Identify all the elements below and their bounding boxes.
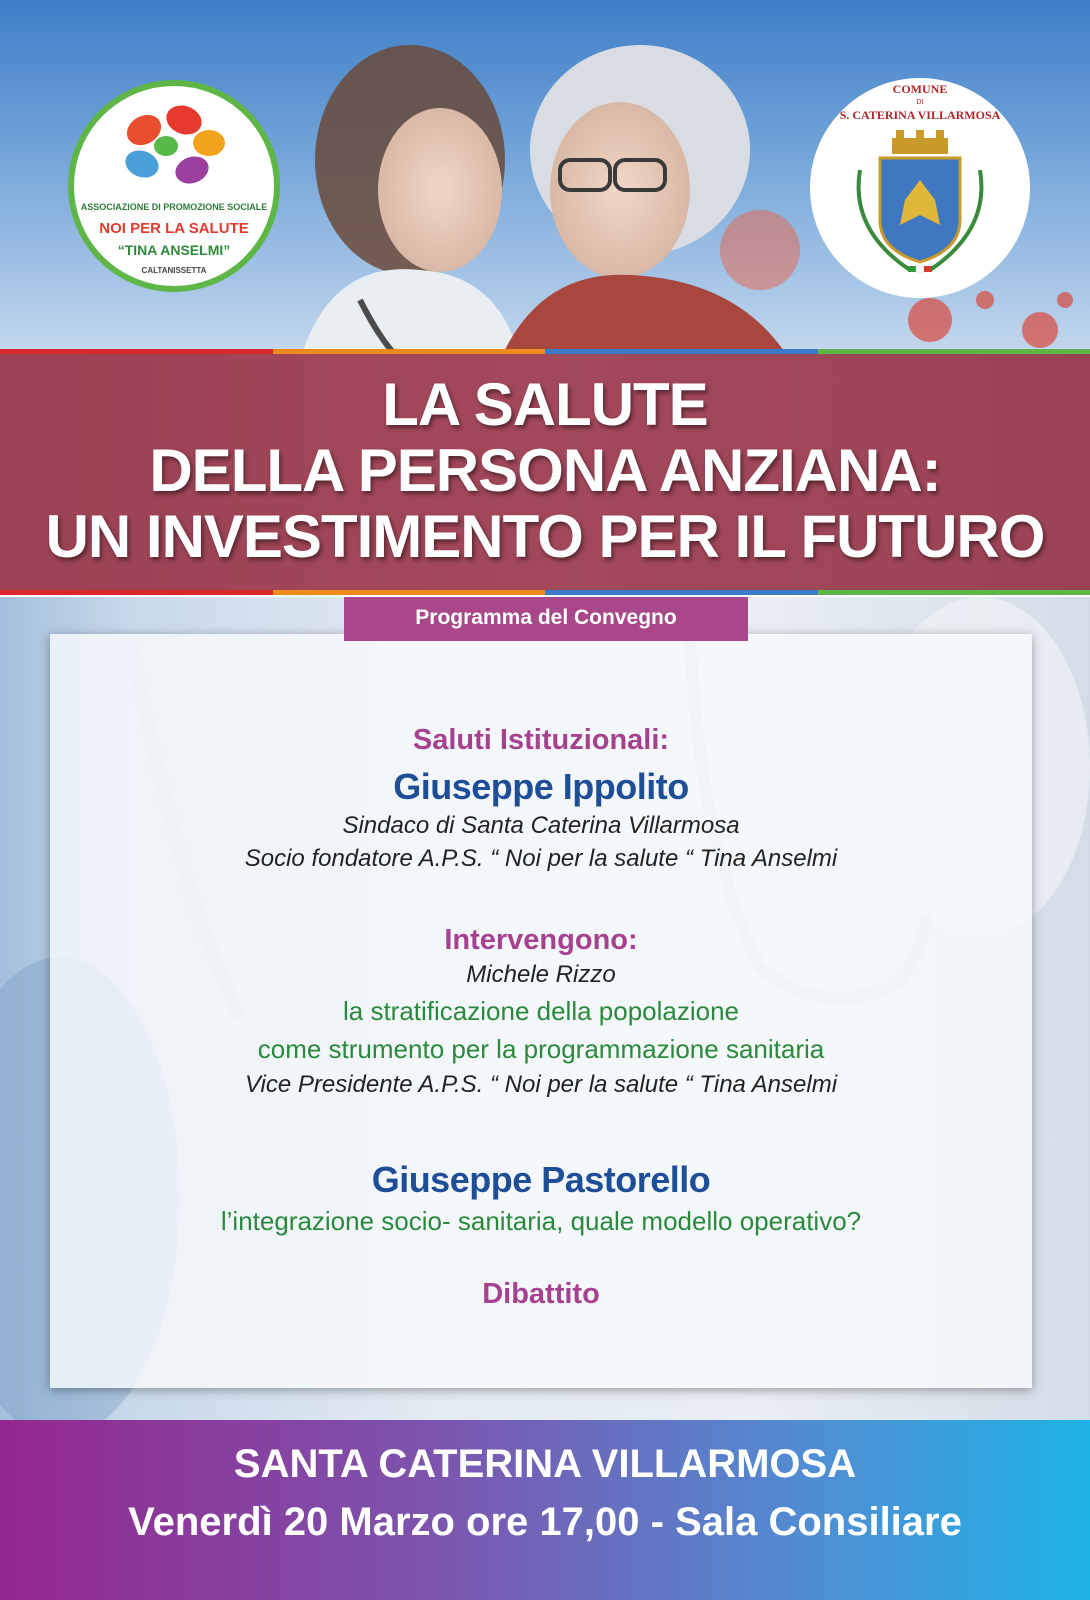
logo-left-line3: “TINA ANSELMI”	[117, 242, 231, 258]
association-logo	[68, 80, 280, 292]
title-line-3: UN INVESTIMENTO PER IL FUTURO	[45, 503, 1045, 570]
logo-left-line2: NOI PER LA SALUTE	[99, 220, 249, 237]
title-line-1: LA SALUTE	[382, 371, 708, 438]
speaker-2-role: Vice Presidente A.P.S. “ Noi per la salute “ Tina Anselmi	[244, 1071, 838, 1098]
title-line-2: DELLA PERSONA ANZIANA:	[149, 437, 941, 504]
program-heading-badge: Programma del Convegno	[344, 597, 748, 641]
logo-right-line2: DI	[916, 98, 924, 106]
speaker-2-topic-1: la stratificazione della popolazione	[342, 996, 740, 1026]
speaker-3-name: Giuseppe Pastorello	[371, 1159, 711, 1200]
logo-left-line4: CALTANISSETTA	[141, 266, 207, 275]
speaker-3-topic: l’integrazione socio- sanitaria, quale modello operativo?	[220, 1206, 862, 1236]
event-datetime: Venerdì 20 Marzo ore 17,00 - Sala Consiliare	[128, 1500, 962, 1544]
speaker-1-name: Giuseppe Ippolito	[393, 766, 689, 807]
municipal-crest-icon	[850, 130, 990, 280]
logo-right-line1: COMUNE	[892, 82, 948, 96]
saluti-label: Saluti Istituzionali:	[412, 724, 670, 756]
title-band	[0, 354, 1090, 592]
dibattito-label: Dibattito	[482, 1278, 600, 1310]
speaker-2-name: Michele Rizzo	[466, 961, 616, 988]
logo-left-line1: ASSOCIAZIONE DI PROMOZIONE SOCIALE	[80, 202, 268, 212]
event-place: SANTA CATERINA VILLARMOSA	[233, 1442, 857, 1486]
program-panel	[50, 634, 1032, 1388]
color-stripe-bottom	[0, 590, 1090, 595]
speaker-2-topic-2: come strumento per la programmazione sanitaria	[257, 1034, 825, 1064]
municipality-logo	[810, 78, 1030, 298]
intervengono-label: Intervengono:	[444, 924, 638, 956]
speaker-1-role-1: Sindaco di Santa Caterina Villarmosa	[342, 812, 740, 839]
speaker-1-role-2: Socio fondatore A.P.S. “ Noi per la salute “ Tina Anselmi	[244, 845, 838, 872]
logo-right-line3: S. CATERINA VILLARMOSA	[839, 108, 1001, 122]
colored-hands-icon	[114, 98, 234, 188]
event-footer	[0, 1420, 1090, 1600]
